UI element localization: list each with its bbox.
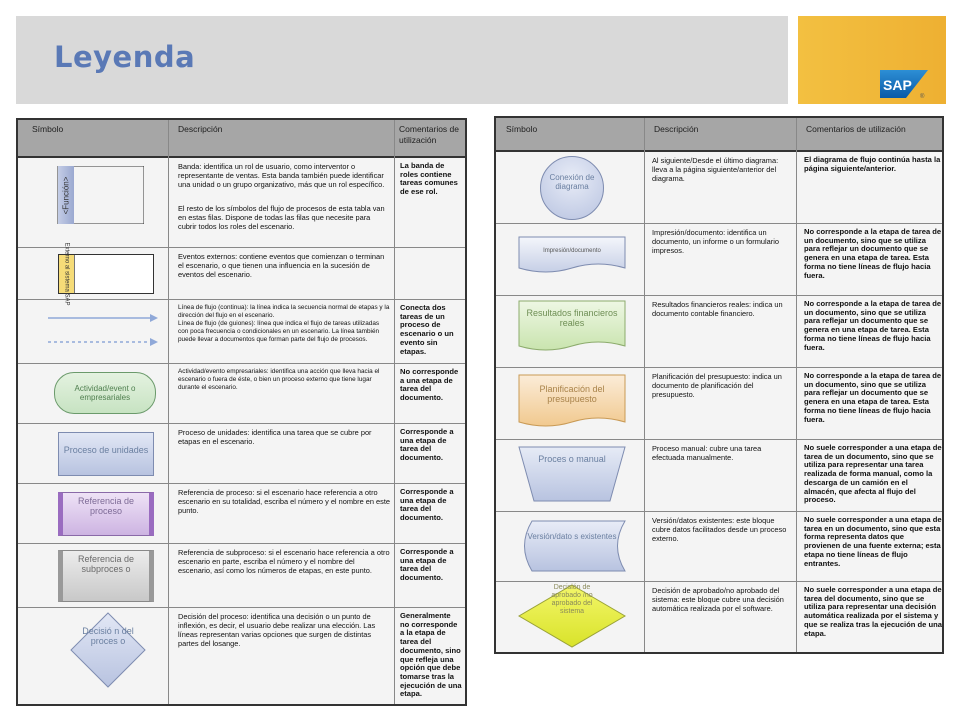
header-comments: Comentarios de utilización	[806, 124, 906, 134]
row-description: Proceso manual: cubre una tarea efectuada manualmente.	[652, 444, 762, 463]
row-comments: Corresponde a una etapa de tarea del documento.	[400, 427, 454, 463]
existing-data-label-box	[518, 532, 626, 541]
row-comments: La banda de roles contiene tareas comunes de ese rol.	[400, 161, 458, 197]
row-description-2: El resto de los símbolos del flujo de procesos de esta tabla van en estas filas. Dispone de todas las filas que necesite para cubrir todos los roles del escenario.	[178, 204, 385, 232]
subprocess-reference-symbol	[58, 550, 154, 602]
row-comments: No suele corresponder a una etapa de tarea de un documento, sino que se utiliza para representar una tarea realizada de forma manual, como la descarga de un camión en el almacén, que afecta al flujo del proceso.	[804, 443, 942, 505]
existing-data-symbol	[518, 520, 626, 572]
arrow-right-icon	[150, 338, 158, 346]
header-symbol: Símbolo	[32, 124, 64, 134]
title-bar	[16, 16, 788, 104]
registered-mark: ®	[920, 94, 925, 100]
connector-symbol	[540, 156, 604, 220]
legend-table-right	[494, 116, 944, 654]
row-description: Línea de flujo (continua): la línea indica la secuencia normal de etapas y la dirección del flujo en el escenario.	[178, 304, 390, 319]
document-symbol	[518, 236, 626, 276]
swimlane-label-box	[58, 166, 74, 224]
row-description: Banda: identifica un rol de usuario, como interventor o representante de ventas. Esta banda también puede identificar una unidad o un grupo organizativo, más que un rol específico.	[178, 162, 385, 190]
page-title: Leyenda	[54, 40, 196, 74]
row-description-2: Línea de flujo (de guiones): línea que indica el flujo de tareas utilizadas con poca frecuencia o condicionales en un escenario. La línea también puede llevar a documentos que forman parte del flujo de procesos.	[178, 320, 380, 343]
external-event-label: Externo al sistema SAP	[64, 242, 70, 306]
row-comments: Corresponde a una etapa de tarea del documento.	[400, 487, 454, 523]
table-row	[18, 364, 465, 424]
legend-table-left	[16, 118, 467, 706]
external-event-symbol	[58, 242, 154, 306]
business-activity-label: Actividad/event o empresariales	[74, 384, 136, 403]
sap-logo	[880, 70, 930, 100]
row-description: Planificación del presupuesto: indica un documento de planificación del presupuesto.	[652, 372, 782, 400]
business-activity-symbol	[54, 372, 156, 414]
system-decision-label: Decisión de aprobado /no aprobado del sistema	[551, 584, 593, 616]
table-row	[18, 608, 465, 704]
row-comments: No corresponde a la etapa de tarea de un documento, sino que se utiliza para reflejar un documento que se genera en una etapa de tarea. Esta forma no tiene líneas de flujo hacia fuera.	[804, 227, 942, 280]
row-description: Referencia de proceso: si el escenario hace referencia a otro escenario en su totalidad, escriba el número y el nombre en este punto.	[178, 488, 390, 516]
financial-results-label: Resultados financieros reales	[526, 308, 618, 329]
flow-lines-symbol	[46, 312, 158, 352]
row-comments: Conecta dos tareas de un proceso de escenario o un evento sin etapas.	[400, 303, 454, 356]
manual-label-box	[518, 454, 626, 464]
row-description: Resultados financieros reales: indica un documento contable financiero.	[652, 300, 783, 319]
table-row	[18, 544, 465, 608]
sap-logo-text: SAP	[883, 77, 912, 93]
subprocess-reference-label: Referencia de subproces o	[77, 554, 135, 575]
table-row	[496, 440, 942, 512]
header-description: Descripción	[178, 124, 223, 134]
row-comments: No suele corresponder a una etapa de tarea en un documento, sino que esta forma representa datos que provienen de una fuente externa; esta etapa no tiene líneas de flujo entrantes.	[804, 515, 942, 568]
row-description: Versión/datos existentes: este bloque cubre datos facilitados desde un proceso externo.	[652, 516, 787, 544]
header-description: Descripción	[654, 124, 699, 134]
system-decision-label-box	[542, 584, 602, 616]
row-comments: Generalmente no corresponde a la etapa de tarea del documento, sino que refleja una opción que debe tomarse tras la ejecución de una etapa.	[400, 611, 462, 699]
budget-label-box	[518, 384, 626, 405]
financial-label-box	[518, 308, 626, 329]
connector-label: Conexión de diagrama	[549, 173, 595, 192]
row-comments: No corresponde a la etapa de tarea de un documento, sino que se utiliza para reflejar un documento que se genera en una etapa de tarea. Esta forma no tiene líneas de flujo hacia fuera.	[804, 371, 942, 424]
manual-process-label: Proces o manual	[538, 454, 606, 464]
header-symbol: Símbolo	[506, 124, 538, 134]
row-description: Impresión/documento: identifica un documento, un informe o un formulario impresos.	[652, 228, 779, 256]
row-comments: No corresponde a una etapa de tarea del documento.	[400, 367, 459, 403]
row-description: Decisión del proceso: identifica una decisión o un punto de inflexión, es decir, el usuario debe realizar una elección. Las líneas representan varias opciones que surgen de distintas partes del losange.	[178, 612, 376, 649]
process-decision-symbol	[70, 612, 146, 688]
row-description: Actividad/evento empresariales: identifica una acción que lleva hacia el escenario o fuera de éste, o bien un proceso externo que tiene lugar durante el escenario.	[178, 368, 380, 391]
row-description: Al siguiente/Desde el último diagrama: lleva a la página siguiente/anterior del diagrama.	[652, 156, 779, 184]
row-description: Proceso de unidades: identifica una tarea que se cubre por etapas en el escenario.	[178, 428, 372, 447]
row-comments: No suele corresponder a una etapa de tarea del documento, sino que se utiliza para representar una decisión automática realizada por el sistema y que se realiza tras la ejecución de una etapa.	[804, 585, 943, 638]
table-row	[18, 242, 465, 306]
table-row	[18, 484, 465, 544]
process-reference-symbol	[58, 492, 154, 536]
process-symbol	[58, 432, 154, 476]
table-row	[496, 582, 942, 652]
table-row	[496, 296, 942, 368]
table-row	[496, 224, 942, 296]
table-row	[496, 368, 942, 440]
process-decision-label: Decisió n del proces o	[82, 626, 134, 647]
table-row	[496, 152, 942, 224]
table-row	[496, 512, 942, 582]
process-reference-label: Referencia de proceso	[77, 496, 135, 517]
swimlane-label: <Función>	[61, 176, 71, 214]
process-label: Proceso de unidades	[63, 445, 149, 455]
row-description: Eventos externos: contiene eventos que comienzan o terminan el escenario, o que tienen una influencia en la sucesión de eventos del escenario.	[178, 252, 385, 280]
document-label-box	[518, 248, 626, 255]
decision-label-box	[82, 626, 134, 647]
table-header	[18, 120, 465, 158]
table-row	[18, 424, 465, 484]
table-row	[18, 300, 465, 364]
row-comments: Corresponde a una etapa de tarea del documento.	[400, 547, 454, 583]
budget-planning-label: Planificación del presupuesto	[539, 384, 605, 405]
arrow-right-icon	[150, 314, 158, 322]
row-comments: No corresponde a la etapa de tarea de un documento, sino que se utiliza para reflejar un documento que se genera en una etapa de tarea. Esta forma no tiene líneas de flujo hacia fuera.	[804, 299, 942, 352]
document-label: Impresión/documento	[543, 248, 601, 254]
row-description: Referencia de subproceso: si el escenario hace referencia a otro escenario en parte, escriba el número y el nombre del escenario, así como los números de etapas, en este punto.	[178, 548, 390, 576]
table-header	[496, 118, 942, 152]
row-comments: El diagrama de flujo continúa hasta la página siguiente/anterior.	[804, 155, 941, 173]
table-row	[18, 158, 465, 248]
header-comments: Comentarios de utilización	[399, 124, 460, 145]
existing-data-label: Versión/dato s existentes	[527, 532, 617, 541]
row-description: Decisión de aprobado/no aprobado del sistema: este bloque cubre una decisión automática realizada por el software.	[652, 586, 784, 614]
